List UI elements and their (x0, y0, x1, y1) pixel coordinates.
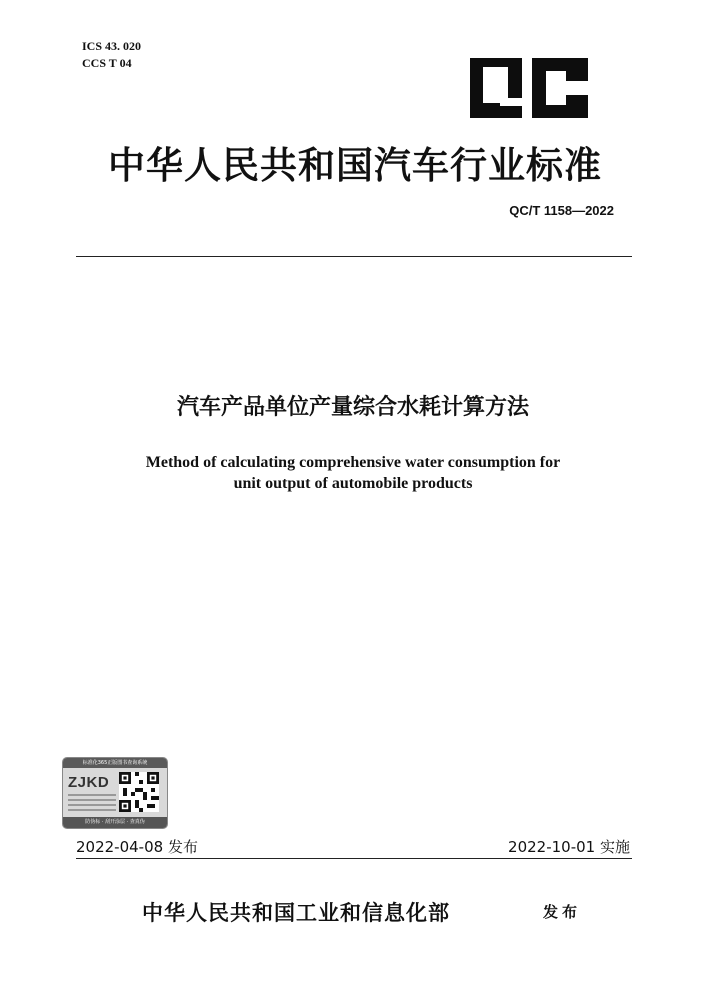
english-title-line2: unit output of automobile products (233, 475, 473, 492)
top-divider (76, 256, 632, 257)
sticker-header: 标准化365正版图书查询系统 (63, 758, 167, 768)
ccs-code: CCS T 04 (82, 56, 132, 70)
standard-category: 中华人民共和国汽车行业标准 (108, 144, 602, 187)
sticker-footer: 防伪标 · 刮开涂层 · 查真伪 (63, 817, 167, 828)
qc-logo (470, 58, 588, 118)
sticker-fine-print (68, 794, 116, 814)
english-title (0, 452, 706, 494)
issue-date: 2022-04-08 发布 (76, 838, 198, 856)
anti-counterfeit-sticker (62, 757, 168, 829)
chinese-title: 汽车产品单位产量综合水耗计算方法 (176, 395, 529, 420)
classification-codes (82, 38, 141, 72)
publisher-action: 发布 (543, 903, 582, 921)
qc-logo-graphic (470, 58, 588, 118)
standard-number: QC/T 1158—2022 (509, 203, 614, 218)
sticker-brand: ZJKD (68, 774, 110, 791)
english-title-line1: Method of calculating comprehensive water consumption for (145, 454, 561, 471)
bottom-divider (76, 858, 632, 859)
implementation-date: 2022-10-01 实施 (508, 838, 630, 856)
ics-code: ICS 43. 020 (82, 39, 142, 53)
publisher-name: 中华人民共和国工业和信息化部 (142, 901, 450, 925)
qr-code-icon (119, 772, 159, 812)
